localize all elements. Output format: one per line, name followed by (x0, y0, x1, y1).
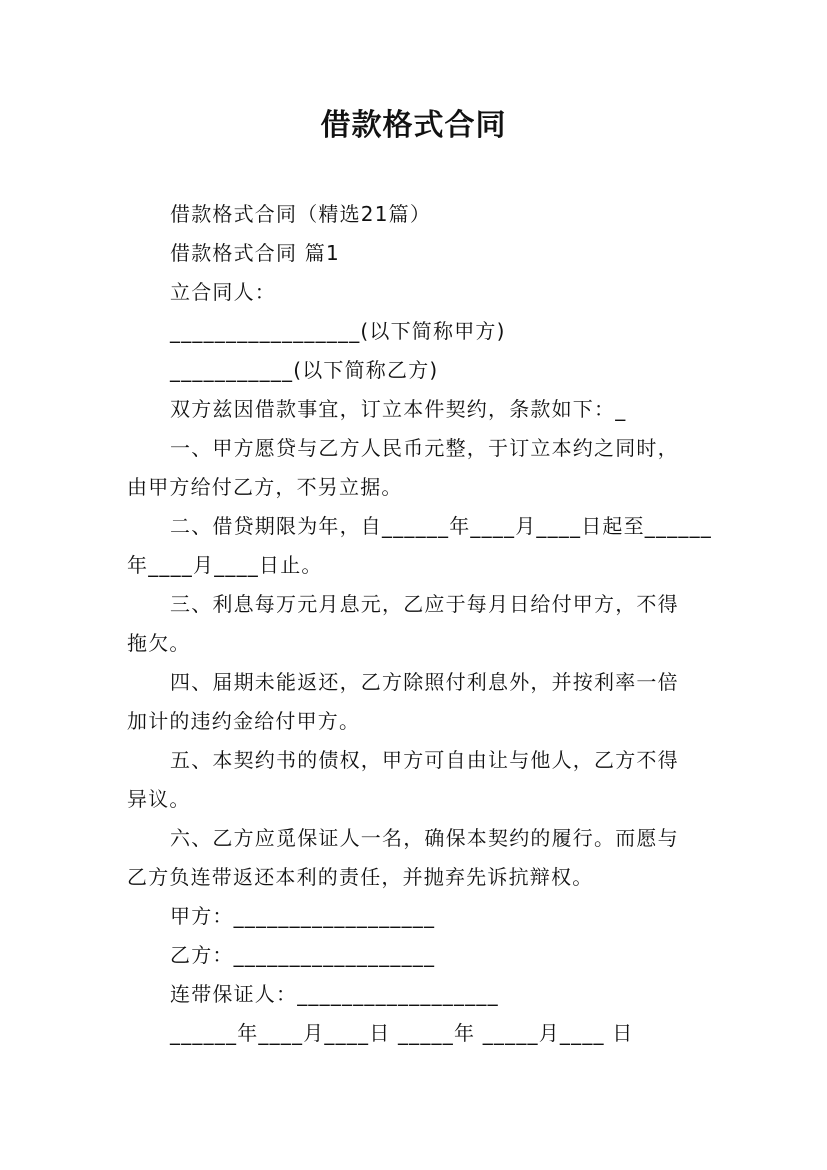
section-heading: 借款格式合同 篇1 (170, 241, 340, 265)
party-a-signature: 甲方：__________________ (170, 904, 436, 928)
party-b-signature: 乙方：__________________ (170, 943, 436, 967)
clause-5-line-1: 五、本契约书的债权，甲方可自由让与他人，乙方不得 (170, 748, 679, 772)
clause-3-line-1: 三、利息每万元月息元，乙应于每月日给付甲方，不得 (170, 592, 679, 616)
clause-4-line-2: 加计的违约金给付甲方。 (127, 709, 361, 733)
clause-2-line-2: 年____月____日止。 (127, 553, 323, 577)
parties-label: 立合同人： (170, 280, 276, 304)
clause-6-line-2: 乙方负连带返还本利的责任，并抛弃先诉抗辩权。 (127, 865, 594, 889)
party-b-blank: ___________(以下简称乙方) (170, 358, 439, 382)
clause-4-line-1: 四、届期未能返还，乙方除照付利息外，并按利率一倍 (170, 670, 679, 694)
clause-5-line-2: 异议。 (127, 787, 191, 811)
date-line: ______年____月____日 _____年 _____月____ 日 (170, 1021, 634, 1045)
subtitle-line: 借款格式合同（精选21篇） (170, 202, 432, 226)
clause-3-line-2: 拖欠。 (127, 631, 191, 655)
guarantor-signature: 连带保证人：__________________ (170, 982, 499, 1006)
clause-1-line-1: 一、甲方愿贷与乙方人民币元整，于订立本约之同时， (170, 436, 679, 460)
document-title: 借款格式合同 (320, 108, 507, 143)
intro-paragraph: 双方兹因借款事宜，订立本件契约，条款如下：_ (170, 397, 627, 421)
clause-1-line-2: 由甲方给付乙方，不另立据。 (127, 475, 403, 499)
clause-2-line-1: 二、借贷期限为年，自______年____月____日起至______ (170, 514, 712, 538)
clause-6-line-1: 六、乙方应觅保证人一名，确保本契约的履行。而愿与 (170, 826, 679, 850)
party-a-blank: _________________(以下简称甲方) (170, 319, 506, 343)
